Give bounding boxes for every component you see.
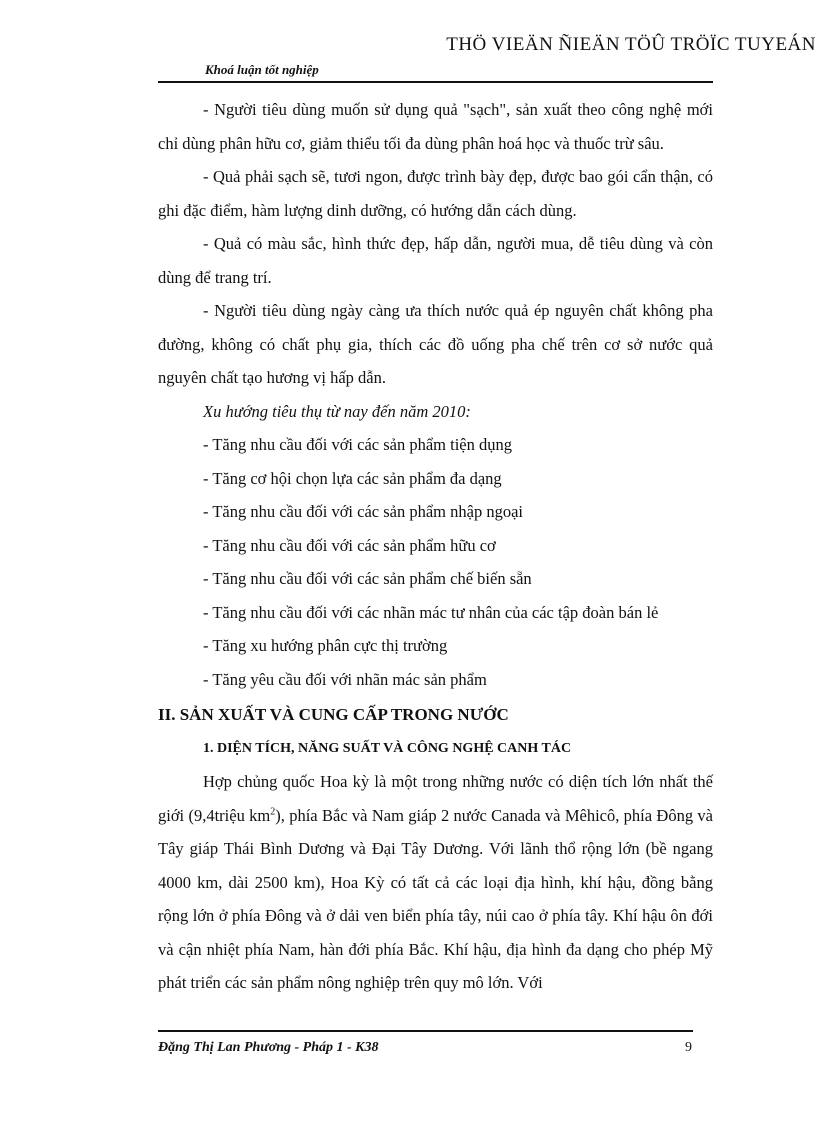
paragraph: - Người tiêu dùng muốn sử dụng quả "sạch", sản xuất theo công nghệ mới chỉ dùng phân hữu cơ, giảm thiểu tối đa dùng phân hoá học và thuốc trừ sâu. [158,100,713,153]
site-title: THÖ VIEÄN ÑIEÄN TÖÛ TRÖÏC TUYEÁN [446,34,816,55]
paragraph-text: ), phía Bắc và Nam giáp 2 nước Canada và Mêhicô, phía Đông và Tây giáp Thái Bình Dương và Đại Tây Dương. Với lãnh thổ rộng lớn (bề ngang 4000 km, dài 2500 km), Hoa Kỳ có tất cả các loại địa hình, khí hậu, đồng bằng rộng lớn ở phía Đông và ở dải ven biển phía tây, núi cao ở phía tây. Khí hậu ôn đới và cận nhiệt phía Nam, hàn đới phía Bắc. Khí hậu, địa hình đa dạng cho phép Mỹ phát triển các sản phẩm nông nghiệp trên quy mô lớn. Với [158,805,713,992]
paragraph-text: Hợp chủng quốc Hoa kỳ là một trong những nước có diện tích lớn nhất thế giới (9,4triệu km [158,772,713,825]
section-heading: II. SẢN XUẤT VÀ CUNG CẤP TRONG NƯỚC [158,705,509,724]
superscript: 2 [270,806,276,817]
list-item: - Tăng xu hướng phân cực thị trường [203,636,448,655]
list-item: - Tăng cơ hội chọn lựa các sản phẩm đa dạng [203,468,502,488]
paragraph: - Quả có màu sắc, hình thức đẹp, hấp dẫn, người mua, dễ tiêu dùng và còn dùng để trang trí. [158,234,713,287]
header-divider [158,81,713,83]
paragraph: - Người tiêu dùng ngày càng ưa thích nước quả ép nguyên chất không pha đường, không có chất phụ gia, thích các đồ uống pha chế trên cơ sở nước quả nguyên chất tạo hương vị hấp dẫn. [158,301,713,387]
list-item: - Tăng nhu cầu đối với các sản phẩm tiện dụng [203,435,513,454]
list-item: - Tăng nhu cầu đối với các sản phẩm nhập ngoại [203,502,523,521]
paragraph: - Quả phải sạch sẽ, tươi ngon, được trình bày đẹp, được bao gói cẩn thận, có ghi đặc điểm, hàm lượng dinh dưỡng, có hướng dẫn cách dùng. [158,167,713,220]
footer-divider [158,1030,693,1032]
paragraph [158,765,713,1000]
page-number: 9 [685,1040,692,1055]
list-item: - Tăng yêu cầu đối với nhãn mác sản phẩm [203,669,487,689]
sub-heading: 1. DIỆN TÍCH, NĂNG SUẤT VÀ CÔNG NGHỆ CANH TÁC [203,740,572,756]
footer-author: Đặng Thị Lan Phương - Pháp 1 - K38 [158,1040,379,1055]
list-item: - Tăng nhu cầu đối với các sản phẩm chế biến sẵn [203,569,532,588]
list-item: - Tăng nhu cầu đối với các nhãn mác tư nhân của các tập đoàn bán lẻ [203,602,659,622]
list-item: - Tăng nhu cầu đối với các sản phẩm hữu cơ [203,535,496,555]
page-body [158,93,713,1000]
trend-title: Xu hướng tiêu thụ từ nay đến năm 2010: [203,401,471,421]
document-label: Khoá luận tốt nghiệp [205,62,319,77]
